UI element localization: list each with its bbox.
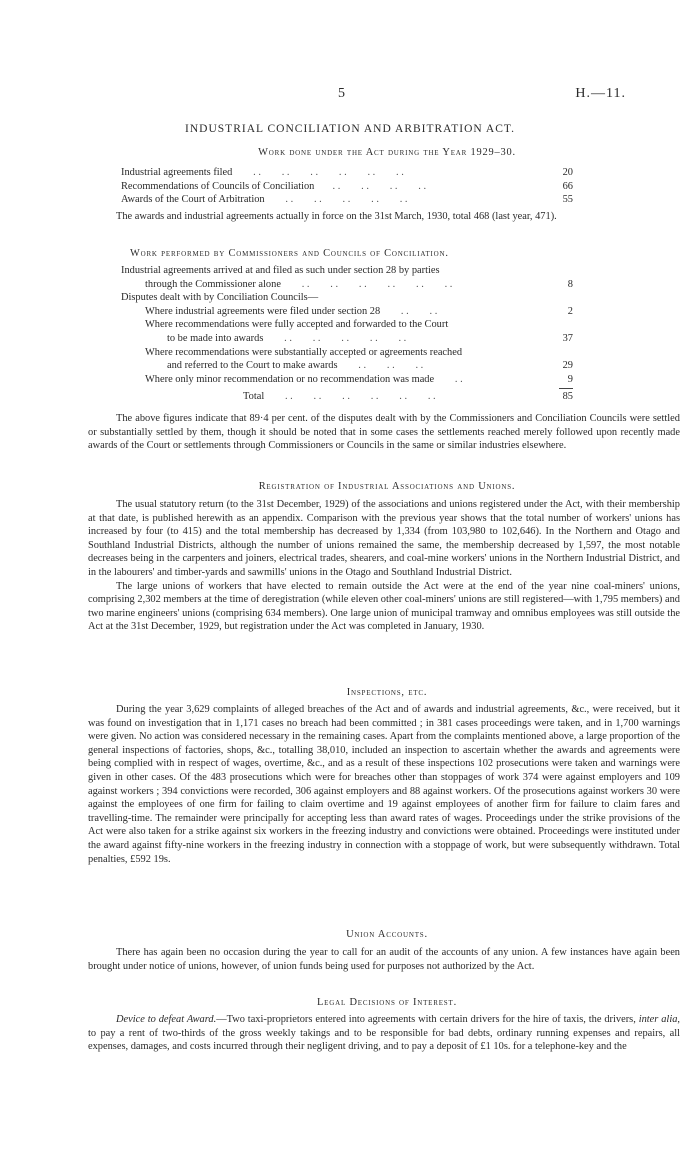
inspections-heading: Inspections, etc. xyxy=(346,687,428,698)
legal-heading: Legal Decisions of Interest. xyxy=(317,997,457,1008)
legal-lead-italic: Device to defeat Award. xyxy=(116,1014,217,1025)
document-title: INDUSTRIAL CONCILIATION AND ARBITRATION ACT. xyxy=(185,123,515,135)
total-rule xyxy=(559,388,573,389)
registration-heading: Registration of Industrial Associations and Unions. xyxy=(258,481,516,492)
table-row: Where industrial agreements were filed under section 28 . . . . 2 xyxy=(145,305,573,317)
table-row: to be made into awards . . . . . . . . . . 37 xyxy=(167,332,573,344)
work-performed-table xyxy=(121,264,573,404)
table-row: Where only minor recommendation or no recommendation was made . . 9 xyxy=(145,373,573,385)
registration-section xyxy=(94,480,680,494)
legal-section xyxy=(94,996,680,1010)
document-reference: H.—11. xyxy=(575,86,626,101)
table-row xyxy=(121,193,573,207)
inspections-paragraph: During the year 3,629 complaints of alleged breaches of the Act and of awards and industrial agreements, &c., were received, but it was found on investigation that in 1,171 cases no breach had been committed ; in 381 cases proceedings were taken, and in 1,700 warnings were given. No action was considered necessary in the remaining cases. Apart from the complaints mentioned above, a large proportion of the general inspections of factories, shops, &c., totalling 38,010, included an inspection to ascertain whether the awards and agreements were being complied with in respect of wages, overtime, &c., and as a result of these inspections 102 prosecutions were taken and warnings were given in other cases. Of the 483 prosecutions which were for breaches other than stoppages of work 374 were against employers and 109 against workers ; 394 convictions were recorded, 306 against employers and 88 against workers. Of the prosecutions against workers 30 were against the employees of one firm for failing to claim overtime and 19 against employees of another firm for failure to claim fares and travelling-time. The remainder were principally for accepting less than award rates of wages. Proceedings under the strike provisions of the Act were also taken for a strike against six workers in the freezing industry and convictions were obtained. Proceedings were instituted under the award against fifty-nine workers in the freezing industry in connection with a stoppage of work, but were subsequently withdrawn. Total penalties, £592 19s. xyxy=(88,704,680,865)
table-row-label: Disputes dealt with by Conciliation Councils— xyxy=(121,292,319,304)
table-row-label: Industrial agreements arrived at and filed as such under section 28 by parties xyxy=(121,265,440,276)
row-label: Recommendations of Councils of Conciliation . . . . . . . . xyxy=(121,180,427,192)
table-row xyxy=(121,166,573,180)
work-performed-note: The above figures indicate that 89·4 per cent. of the disputes dealt with by the Commissioners and Conciliation Councils were settled or substantially settled by them, though it should be noted that in some cases the settlements reached merely followed upon recently made awards of the Court or settlements through Commissioners or Councils in the same or similar industries elsewhere. xyxy=(88,413,680,452)
row-value: 55 xyxy=(562,194,573,206)
work-performed-heading: Work performed by Commissioners and Councils of Conciliation. xyxy=(130,248,449,259)
union-accounts-paragraph: There has again been no occasion during the year to call for an audit of the accounts of any union. A few instances have again been brought under notice of unions, however, of union funds being used for purposes not authorized by the Act. xyxy=(88,947,680,972)
work-performed-heading-wrap xyxy=(130,247,550,261)
inspections-body xyxy=(88,703,680,866)
row-value: 66 xyxy=(562,180,573,192)
row-label: Awards of the Court of Arbitration . . . . . . . . . . xyxy=(121,194,408,206)
table-row xyxy=(121,180,573,194)
legal-body xyxy=(88,1013,680,1054)
legal-paragraph: Device to defeat Award.—Two taxi-proprietors entered into agreements with certain drivers for the hire of taxis, the drivers, inter alia, to pay a rent of two-thirds of the gross weekly takings and to be responsible for bad debts, ordinary running expenses and repairs, all expenses, damages, and costs incurred through their negligent driving, and to pay a deposit of £1 10s. for a telephone-key and the xyxy=(88,1014,681,1053)
registration-body xyxy=(88,498,680,634)
table-row: through the Commissioner alone . . . . . . . . . . . . 8 xyxy=(145,278,573,290)
table-row: and referred to the Court to make awards . . . . . . 29 xyxy=(167,360,573,372)
work-done-table xyxy=(121,166,573,207)
row-label: Industrial agreements filed . . . . . . . . . . . . xyxy=(121,167,404,178)
row-value: 20 xyxy=(562,167,573,178)
union-accounts-body xyxy=(88,946,680,973)
work-done-heading: Work done under the Act during the Year 1929–30. xyxy=(258,147,516,158)
inspections-section xyxy=(94,686,680,700)
union-accounts-heading: Union Accounts. xyxy=(346,929,428,940)
union-accounts-section xyxy=(94,928,680,942)
table-row-label: Where recommendations were substantially accepted or agreements reached xyxy=(145,346,463,358)
page-number: 5 xyxy=(338,86,345,101)
registration-paragraph-2: The large unions of workers that have elected to remain outside the Act were at the end of the year nine coal-miners' unions, comprising 2,302 members at the time of deregistration (while eleven other coal-miners' unions are still registered—with 1,795 members) and two marine engineers' unions (comprising 634 members). One large union of municipal tramway and omnibus employees was still outside the Act at the 31st December, 1929, but registration under the Act was completed in January, 1930. xyxy=(88,580,680,633)
table-row-label: Where recommendations were fully accepted and forwarded to the Court xyxy=(145,319,449,331)
work-done-section xyxy=(94,146,680,160)
registration-paragraph-1: The usual statutory return (to the 31st December, 1929) of the associations and unions registered under the Act, with their membership at that date, is published herewith as an appendix. Comparison with the previous year shows that the total number of workers' unions has increased by four (to 415) and the total membership has decreased by 1,334 (from 103,980 to 102,646). In the Northern and Otago and Southland Industrial Districts, although the number of unions remained the same, the membership decreased by 1,597, the most notable decreases being in the carpenters and joiners, electrical trades, shearers, and coal-mine workers' unions in the Northern Industrial District, and in the labourers' and timber-yards and sawmills' unions in the Otago and Southland Industrial District. xyxy=(88,499,680,578)
total-row: Total . . . . . . . . . . . . 85 xyxy=(243,391,573,403)
work-done-note: The awards and industrial agreements actually in force on the 31st March, 1930, total 468 (last year, 471). xyxy=(116,211,557,222)
